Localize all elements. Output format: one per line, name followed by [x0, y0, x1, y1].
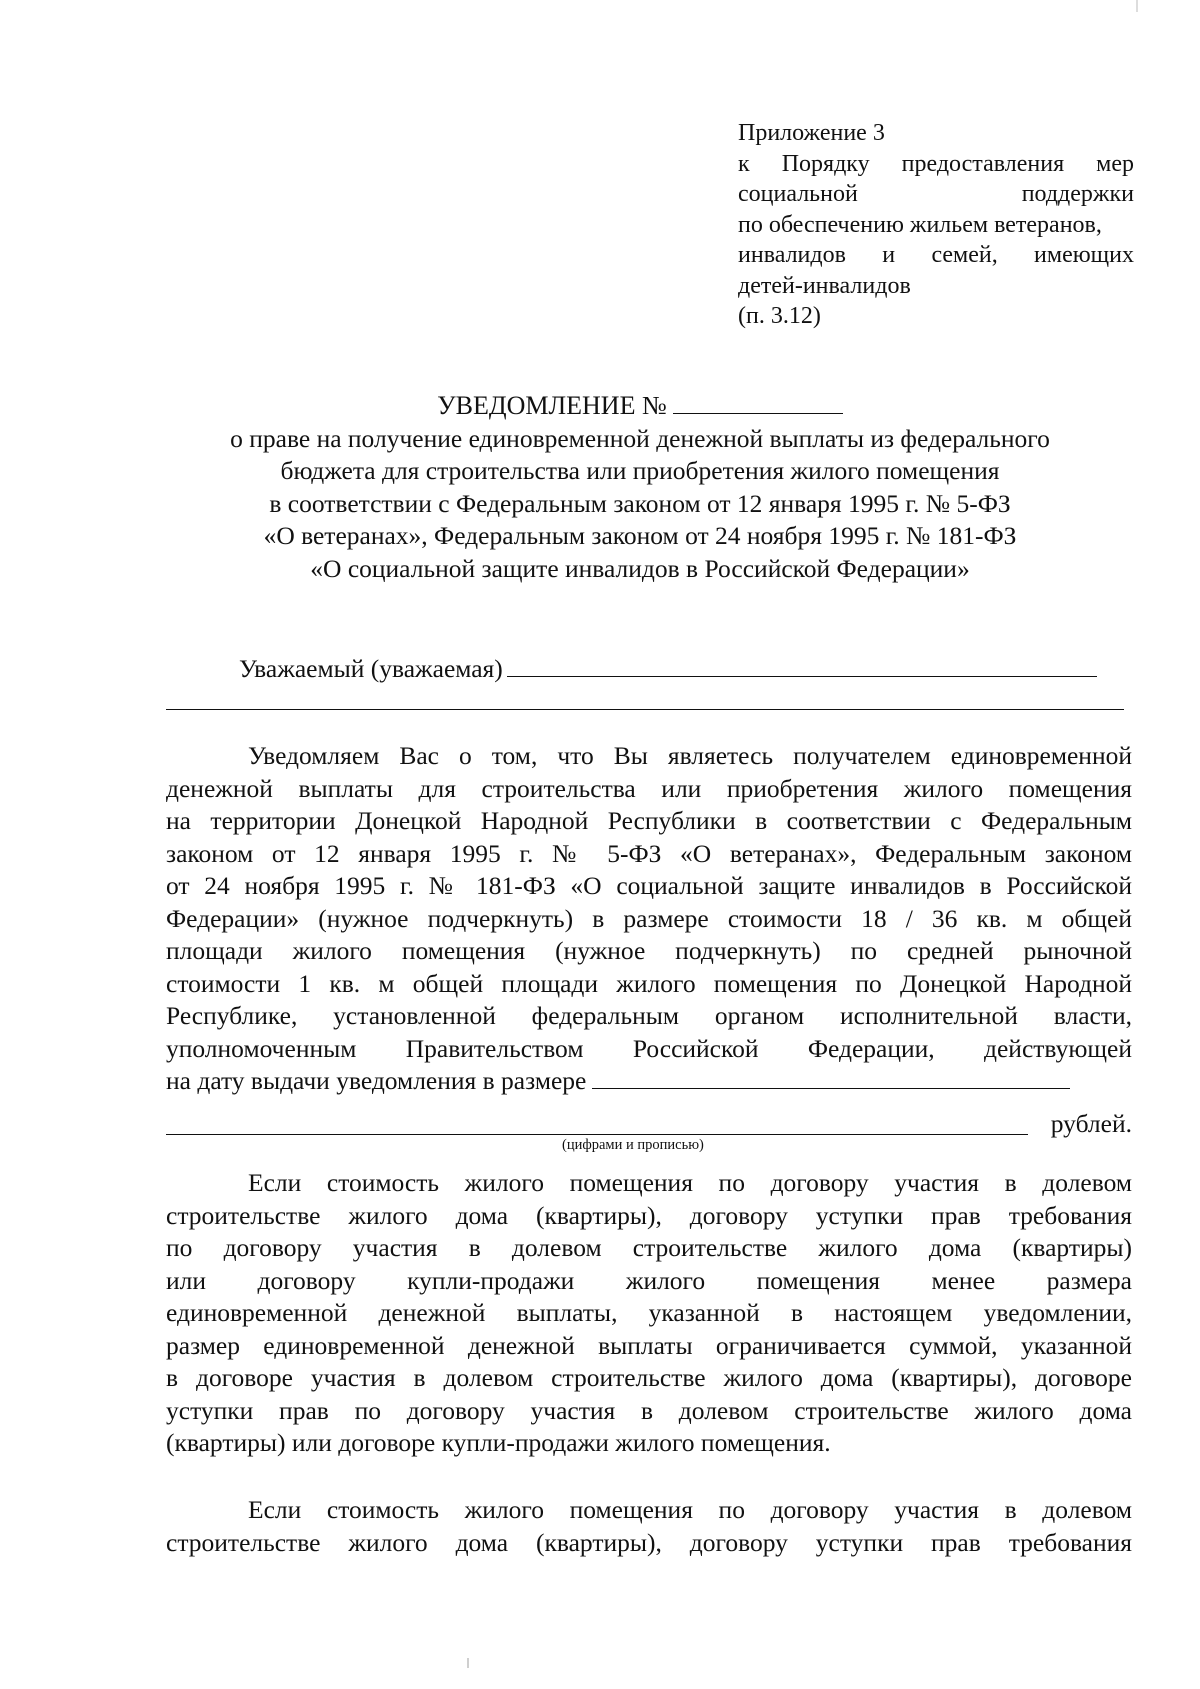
paragraph-line: Если стоимость жилого помещения по договору участия в долевом [248, 1495, 1132, 1524]
scan-artifact [467, 1658, 469, 1668]
amount-blank-continued [166, 1134, 1028, 1135]
appendix-clause: (п. 3.12) [738, 303, 821, 329]
paragraph-line: по договору участия в долевом строительстве жилого дома (квартиры) [166, 1233, 1132, 1262]
paragraph-line: (квартиры) или договоре купли-продажи жилого помещения. [166, 1428, 831, 1457]
paragraph-line: законом от 12 января 1995 г. № 5-ФЗ «О ветеранах», Федеральным законом [166, 838, 1132, 868]
paragraph-line: стоимости 1 кв. м общей площади жилого помещения по Донецкой Народной [166, 968, 1132, 998]
appendix-line: социальной поддержки [738, 181, 1134, 207]
appendix-line: по обеспечению жильем ветеранов, [738, 211, 1102, 238]
paragraph-line: Республике, установленной федеральным органом исполнительной власти, [166, 1001, 1132, 1030]
appendix-line: инвалидов и семей, имеющих [738, 242, 1134, 268]
amount-continuation-row [166, 1108, 1132, 1153]
paragraph-line: единовременной денежной выплаты, указанной в настоящем уведомлении, [166, 1298, 1132, 1327]
amount-row [166, 1065, 1132, 1098]
paragraph-line: размер единовременной денежной выплаты ограничивается суммой, указанной [166, 1330, 1132, 1360]
paragraph-line: уступки прав по договору участия в долевом строительстве жилого дома [166, 1395, 1132, 1425]
amount-label: на дату выдачи уведомления в размере [166, 1066, 587, 1095]
title-heading-row [160, 390, 1120, 423]
paragraph-line: Уведомляем Вас о том, что Вы являетесь получателем единовременной [248, 741, 1132, 770]
amount-caption: (цифрами и прописью) [562, 1137, 704, 1153]
paragraph-line: денежной выплаты для строительства или приобретения жилого помещения [166, 773, 1132, 803]
appendix-line: к Порядку предоставления мер [738, 150, 1134, 177]
paragraph-line: строительстве жилого дома (квартиры), договору уступки прав требования [166, 1527, 1132, 1557]
paragraph-continuation [166, 1494, 1132, 1559]
paragraph-line: Федерации» (нужное подчеркнуть) в размере стоимости 18 / 36 кв. м общей [166, 903, 1132, 933]
recipient-name-blank-continued [166, 709, 1124, 710]
appendix-reference [738, 118, 1134, 332]
title-subtitle-line: о праве на получение единовременной денежной выплаты из федерального [230, 423, 1050, 453]
paragraph-line: уполномоченным Правительством Российской Федерации, действующей [166, 1033, 1132, 1063]
appendix-number: Приложение 3 [738, 120, 885, 146]
scan-artifact [1136, 0, 1138, 12]
paragraph-line: площади жилого помещения (нужное подчеркнуть) по средней рыночной [166, 936, 1132, 965]
paragraph-line: Если стоимость жилого помещения по договору участия в долевом [248, 1168, 1132, 1197]
paragraph-line: от 24 ноября 1995 г. № 181-ФЗ «О социальной защите инвалидов в Российской [166, 871, 1132, 900]
paragraph-line: в договоре участия в долевом строительстве жилого дома (квартиры), договоре [166, 1363, 1132, 1392]
recipient-name-blank [507, 676, 1097, 677]
paragraph-line: строительстве жилого дома (квартиры), договору уступки прав требования [166, 1200, 1132, 1230]
paragraph-line: или договору купли-продажи жилого помещения менее размера [166, 1265, 1132, 1295]
title-subtitle-line: «О социальной защите инвалидов в Российской Федерации» [310, 553, 970, 583]
salutation-row [166, 653, 1132, 685]
paragraph-line: на территории Донецкой Народной Республики в соответствии с Федеральным [166, 806, 1132, 835]
salutation-label: Уважаемый (уважаемая) [239, 654, 503, 683]
title-subtitle-line: «О ветеранах», Федеральным законом от 24 ноября 1995 г. № 181-ФЗ [263, 521, 1017, 550]
notification-number-blank [673, 412, 843, 414]
amount-blank [592, 1088, 1070, 1089]
paragraph-notification [166, 740, 1132, 1098]
title-heading: УВЕДОМЛЕНИЕ № [437, 391, 667, 420]
paragraph-limitation [166, 1167, 1132, 1460]
title-subtitle-line: в соответствии с Федеральным законом от 12 января 1995 г. № 5-ФЗ [269, 488, 1011, 518]
appendix-line: детей-инвалидов [738, 272, 911, 299]
notification-title [160, 390, 1120, 585]
title-subtitle-line: бюджета для строительства или приобретения жилого помещения [280, 456, 1000, 485]
currency-label: рублей. [1050, 1109, 1132, 1138]
